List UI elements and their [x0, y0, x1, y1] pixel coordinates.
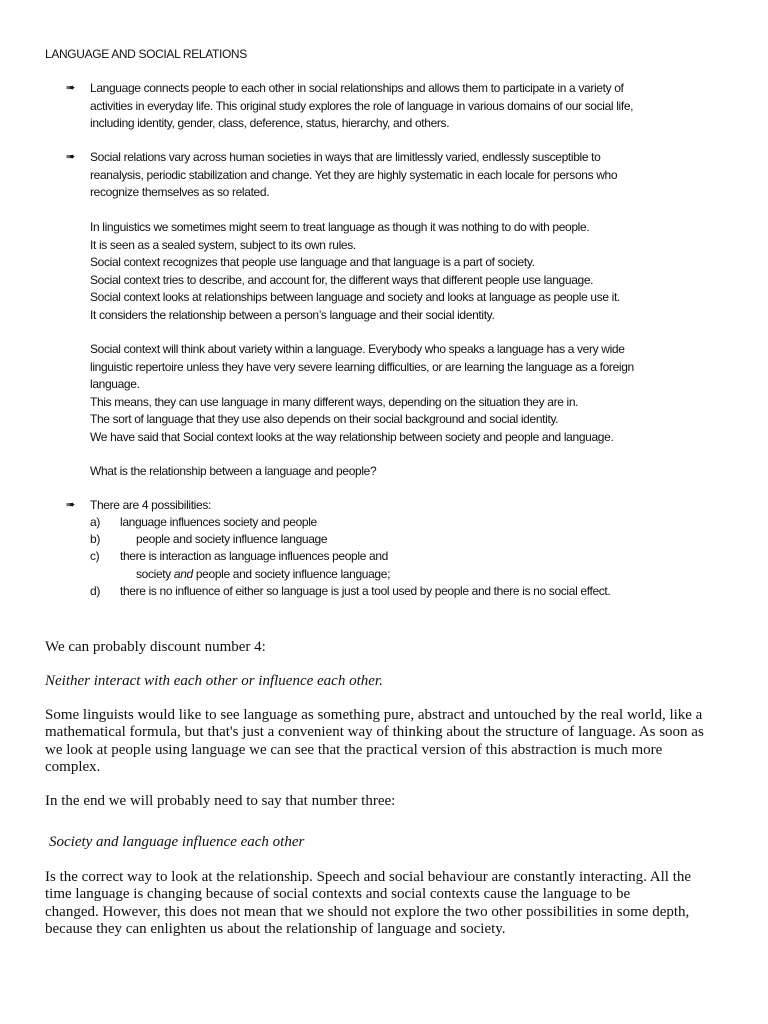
text-line: linguistic repertoire unless they have very severe learning difficulties, or are learning the language as a foreign: [90, 359, 634, 374]
text-line: changed. However, this does not mean that we should not explore the two other possibilities in some depth,: [45, 903, 690, 920]
document-heading: LANGUAGE AND SOCIAL RELATIONS: [45, 47, 247, 61]
text-fragment: society: [136, 567, 174, 581]
linguists-paragraph: [45, 707, 704, 777]
text-line: This means, they can use language in many different ways, depending on the situation they are in.: [90, 394, 579, 409]
text-line: Social context looks at relationships between language and society and looks at language as people use it.: [90, 290, 620, 304]
text-line: The sort of language that they use also depends on their social background and social identity.: [90, 412, 559, 426]
text-line: Some linguists would like to see language as something pure, abstract and untouched by the real world, like a: [45, 707, 703, 723]
text-line: Is the correct way to look at the relationship. Speech and social behaviour are constantly interacting. All the: [45, 869, 692, 885]
paragraph-social-context: [90, 219, 620, 324]
option-a: [90, 514, 317, 532]
option-d: [90, 583, 610, 601]
text-line: Social context recognizes that people use language and that language is a part of society.: [90, 255, 535, 269]
option-label: c): [90, 549, 100, 563]
option-label: b): [90, 532, 100, 546]
text-line: reanalysis, periodic stabilization and change. Yet they are highly systematic in each locale for persons who: [90, 167, 618, 182]
bullet-paragraph-1: [90, 80, 633, 133]
text-line: recognize themselves as so related.: [90, 185, 270, 199]
text-line: time language is changing because of social contexts and social contexts cause the language to be: [45, 886, 631, 903]
arrow-bullet-icon: ➠: [66, 82, 75, 94]
italic-quote-1: Neither interact with each other or influence each other.: [45, 673, 383, 689]
italic-quote-2: Society and language influence each other: [49, 834, 305, 850]
text-line: because they can enlighten us about the relationship of language and society.: [45, 921, 506, 938]
option-b: [90, 531, 327, 549]
text-line: including identity, gender, class, deference, status, hierarchy, and others.: [90, 116, 450, 130]
discount-paragraph: We can probably discount number 4:: [45, 639, 266, 655]
text-line: We have said that Social context looks at the way relationship between society and people and language.: [90, 429, 614, 444]
text-line: In linguistics we sometimes might seem to treat language as though it was nothing to do with people.: [90, 220, 590, 234]
text-line: It is seen as a sealed system, subject to its own rules.: [90, 237, 356, 252]
conclusion-paragraph: [45, 869, 691, 939]
option-c: [90, 548, 388, 566]
number-three-paragraph: In the end we will probably need to say that number three:: [45, 793, 396, 809]
option-label: d): [90, 584, 100, 598]
text-line: mathematical formula, but that's just a convenient way of thinking about the structure of language. As soon as: [45, 724, 704, 741]
option-text: there is no influence of either so language is just a tool used by people and there is no social effect.: [120, 584, 611, 598]
option-label: a): [90, 515, 100, 529]
text-line: Social context tries to describe, and account for, the different ways that different people use language.: [90, 272, 594, 287]
paragraph-variety: [90, 341, 634, 446]
text-line: It considers the relationship between a person’s language and their social identity.: [90, 307, 495, 322]
question-line: What is the relationship between a language and people?: [90, 464, 377, 478]
option-c-continued: [136, 566, 390, 584]
arrow-bullet-icon: ➠: [66, 499, 75, 511]
option-text: there is interaction as language influences people and: [120, 549, 388, 563]
text-line: Social relations vary across human societies in ways that are limitlessly varied, endlessly susceptible to: [90, 150, 601, 164]
option-text: people and society influence language: [136, 532, 328, 546]
arrow-bullet-icon: ➠: [66, 151, 75, 163]
bullet-paragraph-2: [90, 149, 617, 202]
text-line: complex.: [45, 759, 101, 776]
possibilities-intro: There are 4 possibilities:: [90, 498, 211, 512]
text-line: Social context will think about variety within a language. Everybody who speaks a language has a very wide: [90, 342, 625, 356]
text-line: activities in everyday life. This original study explores the role of language in various domains of our social life,: [90, 98, 634, 113]
option-text: language influences society and people: [120, 515, 317, 529]
text-line: we look at people using language we can see that the practical version of this abstraction is much more: [45, 741, 663, 758]
text-line: Language connects people to each other in social relationships and allows them to participate in a variety of: [90, 81, 624, 95]
emphasis-text: and: [173, 567, 193, 581]
text-line: language.: [90, 377, 140, 391]
text-fragment: people and society influence language;: [192, 567, 391, 581]
